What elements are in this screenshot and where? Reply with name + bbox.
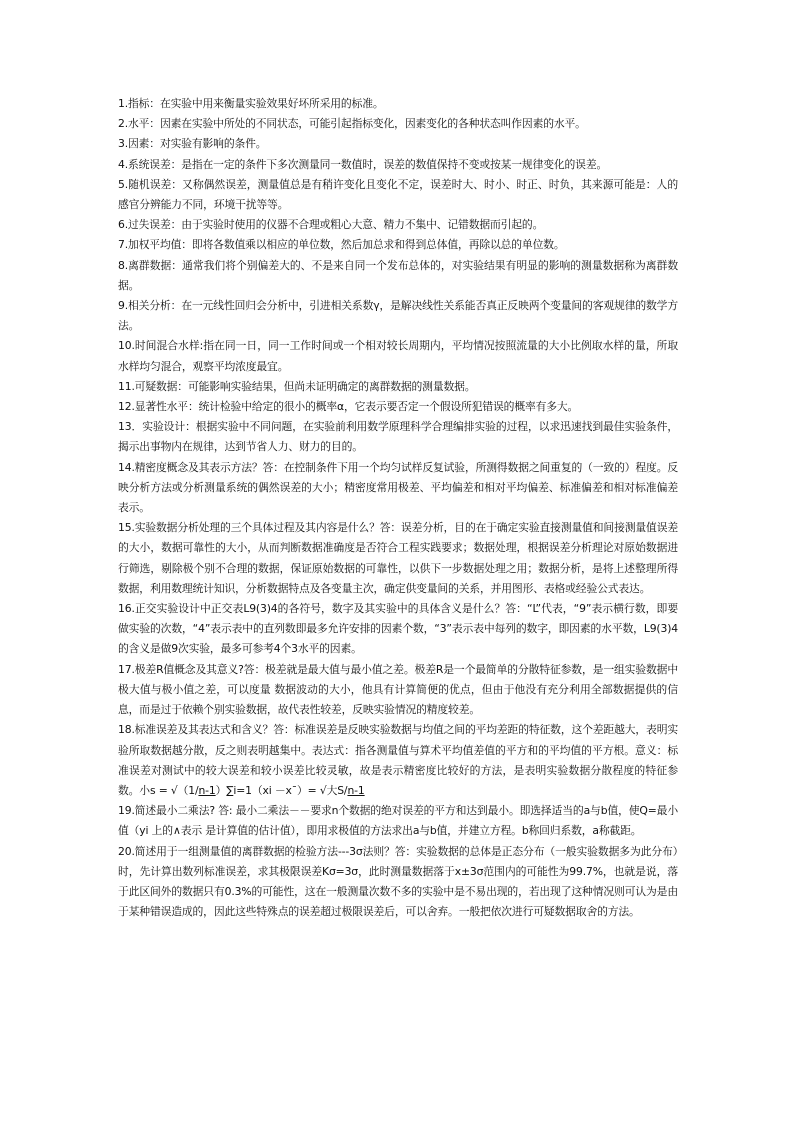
- paragraph-orthogonal-table: 16.正交实验设计中正交表L9(3)4的各符号，数字及其实验中的具体含义是什么？答：“L”代表，“9”表示横行数，即要做实验的次数，“4”表示表中的直列数即最多允许安排的因素个数，“3”表示表中每列的数字，即因素的水平数，L9(3)4的含义是做9次实验，最多可参考4个3水平的因素。: [118, 602, 678, 656]
- paragraph-standard-error: [118, 720, 678, 801]
- paragraph-random-error: 5.随机误差：又称偶然误差，测量值总是有稍许变化且变化不定，误差时大、时小、时正、时负，其来源可能是：人的感官分辨能力不同，环境干扰等等。: [118, 177, 678, 212]
- paragraph-suspicious-data: 11.可疑数据：可能影响实验结果，但尚未证明确定的离群数据的测量数据。: [118, 379, 476, 393]
- paragraph-level: 2.水平：因素在实验中所处的不同状态，可能引起指标变化，因素变化的各种状态叫作因素的水平。: [118, 117, 586, 131]
- paragraph-gross-error: 6.过失误差：由于实验时使用的仪器不合理或粗心大意、精力不集中、记错数据而引起的。: [118, 218, 544, 232]
- paragraph-range: 17.极差R值概念及其意义?答：极差就是最大值与最小值之差。极差R是一个最简单的分散特征参数，是一组实验数据中极大值与极小值之差，可以度量 数据波动的大小，他具有计算简便的优点，但由于他没有充分利用全部数据提供的信息，而是过于依赖个别实验数据，故代表性较差，反映实验情况的精度较差。: [118, 662, 678, 717]
- paragraph-three-sigma: 20.简述用于一组测量值的离群数据的检验方法---3σ法则？答：实验数据的总体是正态分布（一般实验数据多为此分布）时，先计算出数列标准误差，求其极限误差Kσ=3σ，此时测量数据落于x±3σ范围内的可能性为99.7%，也就是说，落于此区间外的数据只有0.3%的可能性，这在一般测量次数不多的实验中是不易出现的，若出现了这种情况则可认为是由于某种错误造成的，因此这些特殊点的误差超过极限误差后，可以舍弃。一般把依次进行可疑数据取舍的方法。: [118, 844, 678, 919]
- paragraph-precision: 14.精密度概念及其表示方法？答：在控制条件下用一个均匀试样反复试验，所测得数据之间重复的（一致的）程度。反映分析方法或分析测量系统的偶然误差的大小；精密度常用极差、平均偏差和相对平均偏差、标准偏差和相对标准偏差表示。: [118, 460, 678, 515]
- paragraph-correlation-analysis: 9.相关分析：在一元线性回归会分析中，引进相关系数γ，是解决线性关系能否真正反映两个变量间的客观规律的数学方法。: [118, 299, 678, 333]
- paragraph-outlier-data: 8.离群数据：通常我们将个别偏差大的、不是来自同一个发布总体的，对实验结果有明显的影响的测量数据称为离群数据。: [118, 258, 678, 292]
- paragraph-significance-level: 12.显著性水平：统计检验中给定的很小的概率α，它表示要否定一个假设所犯错误的概率有多大。: [118, 400, 579, 414]
- standard-error-formula: ）∑i=1（xi －x¯）= √大S/: [215, 783, 348, 797]
- paragraph-systematic-error: 4.系统误差：是指在一定的条件下多次测量同一数值时，误差的数值保持不变或按某一规律变化的误差。: [118, 157, 608, 171]
- standard-error-text: 18.标准误差及其表达式和含义？答：标准误差是反映实验数据与均值之间的平均差距的特征数，这个差距越大，表明实验所取数据越分散，反之则表明越集中。表达式：指各测量值与算术平均值差值的平方和的平均值的平方根。意义：标准误差对测试中的较大误差和较小误差比较灵敏，故是表示精密度比较好的方法，是表明实验数据分散程度的特征参数。小s = √（1/: [118, 723, 678, 797]
- paragraph-experiment-design: 13．实验设计：根据实验中不同问题，在实验前利用数学原理科学合理编排实验的过程，以求迅速找到最佳实验条件，揭示出事物内在规律，达到节省人力、财力的目的。: [118, 420, 678, 454]
- formula-denominator: n-1: [347, 783, 365, 797]
- document-body: [118, 94, 678, 922]
- paragraph-least-squares: 19.简述最小二乘法? 答: 最小二乘法－－要求n个数据的绝对误差的平方和达到最小。即选择适当的a与b值，使Q=最小值（yi 上的∧表示 是计算值的估计值），即用求极值的方法求出a与b值，并建立方程。b称回归系数，a称截距。: [118, 804, 678, 838]
- paragraph-time-composite-sample: 10.时间混合水样:指在同一日，同一工作时间或一个相对较长周期内，平均情况按照流量的大小比例取水样的量，所取水样均匀混合，观察平均浓度最宜。: [118, 339, 678, 373]
- paragraph-weighted-mean: 7.加权平均值：即将各数值乘以相应的单位数，然后加总求和得到总体值，再除以总的单位数。: [118, 238, 565, 252]
- formula-denominator: n-1: [198, 783, 216, 797]
- paragraph-factor: 3.因素：对实验有影响的条件。: [118, 137, 267, 151]
- paragraph-data-analysis: 15.实验数据分析处理的三个具体过程及其内容是什么？答：误差分析，目的在于确定实验直接测量值和间接测量值误差的大小，数据可靠性的大小，从而判断数据准确度是否符合工程实践要求；数据处理，根据误差分析理论对原始数据进行筛选，剔除极个别不合理的数据，保证原始数据的可靠性，以供下一步数据处理之用；数据分析，是将上述整理所得数据，利用数理统计知识，分析数据特点及各变量主次，确定供变量间的关系，并用图形、表格或经验公式表达。: [118, 521, 678, 595]
- paragraph-indicator: 1.指标：在实验中用来衡量实验效果好坏所采用的标准。: [118, 97, 384, 110]
